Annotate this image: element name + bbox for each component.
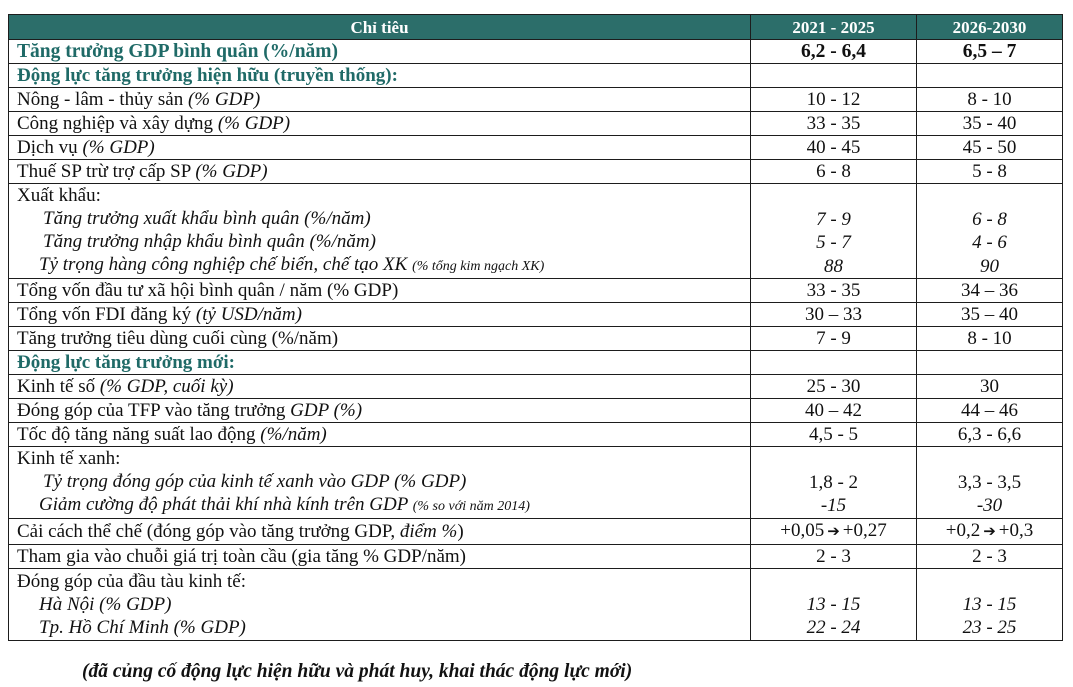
reform-2021-2025: +0,05 ➔ +0,27 (751, 519, 917, 545)
import-growth-2026-2030: 4 - 6 (972, 232, 1007, 253)
hcmc-2021-2025: 22 - 24 (806, 617, 861, 638)
green-share-label: Tỷ trọng đóng góp của kinh tế xanh vào GDP (% GDP) (43, 471, 467, 492)
indicator-table-container (8, 14, 1062, 641)
emission-reduction-2021-2025: -15 (820, 495, 847, 517)
header-period-2021-2025: 2021 - 2025 (751, 15, 917, 40)
table-header-row (9, 15, 1063, 40)
reform-2026-2030: +0,2 ➔ +0,3 (917, 519, 1063, 545)
row-value-2021-2025: 4,5 - 5 (751, 423, 917, 447)
row-value-2026-2030: 34 – 36 (917, 279, 1063, 303)
table-row (9, 399, 1063, 423)
row-label: Nông - lâm - thủy sản (17, 89, 188, 110)
gdp-growth-label: Tăng trưởng GDP bình quân (%/năm) (9, 40, 751, 64)
processed-export-share-2021-2025: 88 (824, 255, 843, 277)
gvc-2021-2025: 2 - 3 (751, 545, 917, 569)
table-row (9, 136, 1063, 160)
table-row (9, 327, 1063, 351)
row-label: Tăng trưởng tiêu dùng cuối cùng (%/năm) (17, 328, 339, 349)
hanoi-2021-2025: 13 - 15 (806, 593, 861, 615)
row-value-2021-2025: 33 - 35 (751, 112, 917, 136)
row-unit: GDP (%) (290, 400, 363, 421)
emission-reduction-unit: (% so với năm 2014) (412, 499, 530, 514)
table-row (9, 160, 1063, 184)
import-growth-label: Tăng trưởng nhập khẩu bình quân (%/năm) (43, 231, 376, 252)
row-value-2021-2025: 10 - 12 (751, 88, 917, 112)
table-row (9, 423, 1063, 447)
section-row-new-drivers (9, 351, 1063, 375)
arrow-right-icon: ➔ (983, 524, 996, 540)
row-label: Tổng vốn đầu tư xã hội bình quân / năm (% GDP) (17, 280, 399, 301)
hcmc-2026-2030: 23 - 25 (962, 617, 1017, 638)
hanoi-2026-2030: 13 - 15 (962, 593, 1017, 615)
export-growth-label: Tăng trưởng xuất khẩu bình quân (%/năm) (43, 208, 371, 229)
row-value-2026-2030: 8 - 10 (917, 327, 1063, 351)
green-share-2026-2030: 3,3 - 3,5 (957, 471, 1022, 493)
gvc-2026-2030: 2 - 3 (917, 545, 1063, 569)
row-value-2026-2030: 30 (917, 375, 1063, 399)
row-label: Đóng góp của TFP vào tăng trưởng (17, 400, 291, 421)
table-row (9, 88, 1063, 112)
row-value-2026-2030: 35 – 40 (917, 303, 1063, 327)
row-label: Công nghiệp và xây dựng (17, 113, 218, 134)
processed-export-share-label: Tỷ trọng hàng công nghiệp chế biến, chế tạo XK (39, 254, 413, 275)
header-indicator: Chỉ tiêu (9, 15, 751, 40)
row-value-2021-2025: 6 - 8 (751, 160, 917, 184)
row-value-2026-2030: 5 - 8 (917, 160, 1063, 184)
row-value-2021-2025: 30 – 33 (751, 303, 917, 327)
row-unit: (% GDP) (217, 113, 291, 134)
row-unit: (% GDP, cuối kỳ) (99, 376, 234, 397)
gdp-growth-2021-2025: 6,2 - 6,4 (751, 40, 917, 64)
gvc-label: Tham gia vào chuỗi giá trị toàn cầu (gia tăng % GDP/năm) (9, 545, 751, 569)
table-row-green-economy-group (9, 447, 1063, 519)
green-share-2021-2025: 1,8 - 2 (808, 471, 859, 493)
section-title-new-drivers: Động lực tăng trưởng mới: (9, 351, 751, 375)
table-footnote: (đã củng cố động lực hiện hữu và phát huy, khai thác động lực mới) (82, 661, 633, 682)
emission-reduction-2026-2030: -30 (976, 495, 1003, 517)
row-value-2021-2025: 40 - 45 (751, 136, 917, 160)
row-unit: (% GDP) (82, 137, 155, 158)
table-row (9, 279, 1063, 303)
row-unit: (% GDP) (195, 161, 268, 182)
table-row-global-value-chain (9, 545, 1063, 569)
section-title-existing-drivers: Động lực tăng trưởng hiện hữu (truyền thống): (9, 64, 751, 88)
row-label: Thuế SP trừ trợ cấp SP (17, 161, 196, 182)
row-unit: (tỷ USD/năm) (195, 304, 302, 325)
row-value-2026-2030: 45 - 50 (917, 136, 1063, 160)
row-value-2021-2025: 33 - 35 (751, 279, 917, 303)
hanoi-label: Hà Nội (% GDP) (39, 593, 172, 615)
header-period-2026-2030: 2026-2030 (917, 15, 1063, 40)
green-economy-title: Kinh tế xanh: (17, 448, 121, 469)
gdp-growth-2026-2030: 6,5 – 7 (917, 40, 1063, 64)
arrow-right-icon: ➔ (827, 524, 840, 540)
export-growth-2021-2025: 7 - 9 (816, 208, 851, 230)
row-unit: (%/năm) (260, 424, 327, 445)
import-growth-2021-2025: 5 - 7 (816, 232, 851, 253)
section-row-existing-drivers (9, 64, 1063, 88)
hcmc-label: Tp. Hồ Chí Minh (% GDP) (39, 616, 246, 638)
row-value-2026-2030: 35 - 40 (917, 112, 1063, 136)
row-value-2026-2030: 44 – 46 (917, 399, 1063, 423)
table-row (9, 375, 1063, 399)
table-row-economic-locomotives (9, 569, 1063, 641)
row-label: Tốc độ tăng năng suất lao động (17, 424, 261, 445)
table-row (9, 112, 1063, 136)
row-label: Tổng vốn FDI đăng ký (17, 304, 196, 325)
row-unit: (% GDP) (187, 89, 261, 110)
row-value-2026-2030: 8 - 10 (917, 88, 1063, 112)
export-title: Xuất khẩu: (17, 185, 101, 206)
row-label: Kinh tế số (17, 376, 100, 397)
table-row (9, 303, 1063, 327)
row-value-2026-2030: 6,3 - 6,6 (917, 423, 1063, 447)
row-label: Dịch vụ (17, 137, 83, 158)
reform-label: Cải cách thể chế (đóng góp vào tăng trưởng GDP, (17, 521, 400, 542)
table-row-institutional-reform: Cải cách thể chế (đóng góp vào tăng trưởng GDP, điểm %) +0,05 ➔ +0,27 +0,2 ➔ +0,3 (9, 519, 1063, 545)
table-row-gdp-growth (9, 40, 1063, 64)
table-row-export-group (9, 184, 1063, 279)
emission-reduction-label: Giảm cường độ phát thải khí nhà kính trên GDP (39, 494, 413, 515)
row-value-2021-2025: 7 - 9 (751, 327, 917, 351)
export-growth-2026-2030: 6 - 8 (972, 208, 1007, 230)
indicator-table (8, 14, 1063, 641)
locomotive-title: Đóng góp của đầu tàu kinh tế: (17, 570, 247, 592)
row-value-2021-2025: 40 – 42 (751, 399, 917, 423)
processed-export-share-2026-2030: 90 (980, 255, 999, 277)
processed-export-share-unit: (% tổng kim ngạch XK) (412, 259, 545, 274)
reform-unit: điểm % (399, 521, 458, 542)
row-value-2021-2025: 25 - 30 (751, 375, 917, 399)
